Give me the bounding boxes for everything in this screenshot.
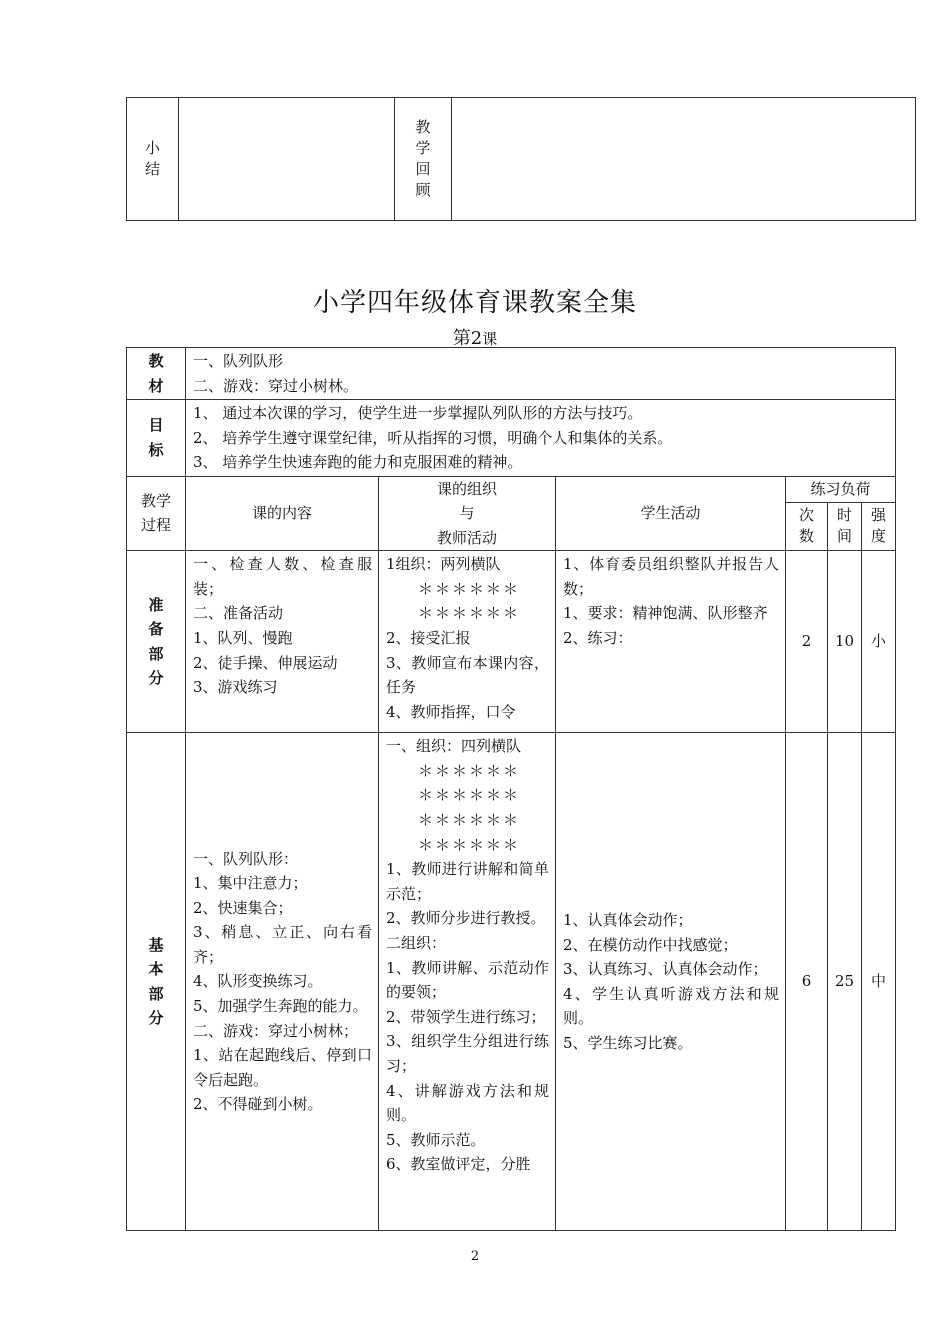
- basic-org-line: 5、教师示范。: [386, 1130, 486, 1149]
- prep-content: [186, 551, 379, 733]
- prep-intensity: 小: [862, 551, 896, 733]
- goal-label-cell: [127, 400, 186, 477]
- basic-formation-row: ＊＊＊＊＊＊: [418, 835, 521, 854]
- basic-org-line: 2、带领学生进行练习；: [386, 1007, 546, 1026]
- basic-student-line: 1、认真体会动作；: [563, 911, 693, 929]
- header-row: [127, 476, 896, 502]
- material-line: 二、游戏：穿过小树林。: [193, 376, 359, 395]
- basic-org-line: 二组织：: [386, 934, 447, 953]
- review-label-cell: [395, 98, 452, 221]
- prep-content-line: 3、游戏练习: [193, 678, 278, 697]
- prep-times: 2: [786, 551, 828, 733]
- goal-line: 3、 培养学生快速奔跑的能力和克服困难的精神。: [193, 453, 523, 471]
- basic-student: [556, 733, 786, 1231]
- basic-student-line: 4、学生认真听游戏方法和规则。: [563, 984, 779, 1028]
- lesson-table: [126, 347, 896, 1231]
- prep-content-line: 2、徒手操、伸展运动: [193, 653, 338, 672]
- prep-org-line: 3、教师宣布本课内容，任务: [386, 653, 549, 697]
- basic-student-line: 3、认真练习、认真体会动作；: [563, 960, 768, 979]
- basic-times: 6: [786, 733, 828, 1231]
- basic-content-line: 4、队形变换练习。: [193, 972, 323, 991]
- basic-content-line: 3、稍息、立正、向右看齐；: [193, 923, 372, 966]
- prep-label-cell: [127, 551, 186, 733]
- basic-row: [127, 733, 896, 1231]
- basic-content-line: 5、加强学生奔跑的能力。: [193, 997, 368, 1016]
- basic-org-line: 4、讲解游戏方法和规则。: [386, 1081, 549, 1125]
- summary-content-cell: [179, 98, 395, 221]
- basic-org-line: 2、教师分步进行教授。: [386, 909, 546, 928]
- prep-student-line: 1、要求：精神饱满、队形整齐: [563, 604, 768, 623]
- material-line: 一、队列队形: [193, 352, 284, 370]
- basic-label-cell: [127, 733, 186, 1231]
- goal-line: 2、 培养学生遵守课堂纪律，听从指挥的习惯，明确个人和集体的关系。: [193, 428, 673, 447]
- lesson-number-unit: 课: [482, 330, 498, 348]
- header-duration: 时间: [828, 502, 862, 551]
- review-content-cell: [452, 98, 916, 221]
- prep-org-line: 4、教师指挥，口令: [386, 702, 516, 721]
- prep-content-line: 1、队列、慢跑: [193, 629, 293, 648]
- material-content: [186, 348, 896, 400]
- header-content: 课的内容: [186, 476, 379, 551]
- summary-label-cell: [127, 98, 179, 221]
- header-student: 学生活动: [556, 476, 786, 551]
- prep-org-line: 1组织：两列横队: [386, 555, 501, 574]
- basic-content-line: 1、站在起跑线后、停到口令后起跑。: [193, 1046, 372, 1089]
- basic-intensity: 中: [862, 733, 896, 1231]
- summary-table: [126, 97, 916, 221]
- review-label: 教学回顾: [415, 118, 431, 199]
- prep-student-line: 2、练习：: [563, 629, 633, 648]
- header-organization: 课的组织 与 教师活动: [379, 476, 556, 551]
- material-label-cell: [127, 348, 186, 400]
- basic-label: 基本部分: [148, 935, 164, 1028]
- page-number: 2: [470, 1249, 480, 1264]
- prep-row: [127, 551, 896, 733]
- prep-org-line: 2、接受汇报: [386, 629, 471, 648]
- prep-duration: 10: [828, 551, 862, 733]
- basic-content-line: 二、游戏：穿过小树林；: [193, 1021, 359, 1040]
- basic-formation-row: ＊＊＊＊＊＊: [418, 761, 521, 780]
- lesson-number-value: 第2: [452, 328, 483, 349]
- basic-duration: 25: [828, 733, 862, 1231]
- basic-content-line: 一、队列队形：: [193, 849, 299, 868]
- basic-content-line: 2、不得碰到小树。: [193, 1095, 323, 1114]
- basic-formation-row: ＊＊＊＊＊＊: [418, 811, 521, 830]
- header-intensity: 强度: [862, 502, 896, 551]
- basic-content-line: 1、集中注意力；: [193, 874, 308, 893]
- basic-org-line: 3、组织学生分组进行练习；: [386, 1032, 549, 1075]
- prep-organization: [379, 551, 556, 733]
- prep-formation-row: ＊＊＊＊＊＊: [418, 604, 521, 623]
- basic-organization: [379, 733, 556, 1231]
- prep-content-line: 二、准备活动: [193, 604, 284, 623]
- goal-label: 目标: [148, 416, 164, 459]
- prep-label: 准备部分: [148, 595, 164, 688]
- basic-content: [186, 733, 379, 1231]
- prep-student-line: 1、体育委员组织整队并报告人数；: [563, 555, 779, 598]
- basic-student-line: 2、在模仿动作中找感觉；: [563, 935, 738, 954]
- summary-label: 小结: [145, 139, 161, 178]
- goal-content: [186, 400, 896, 477]
- material-label: 教材: [148, 351, 164, 395]
- prep-student: [556, 551, 786, 733]
- header-times: 次数: [786, 502, 828, 551]
- goal-row: [127, 400, 896, 477]
- header-load: 练习负荷: [786, 476, 896, 502]
- basic-formation-row: ＊＊＊＊＊＊: [418, 786, 521, 805]
- document-title: 小学四年级体育课教案全集: [312, 288, 637, 318]
- basic-content-line: 2、快速集合；: [193, 898, 293, 917]
- basic-org-line: 一、组织：四列横队: [386, 737, 522, 756]
- header-process: 教学过程: [127, 476, 186, 551]
- basic-org-line: 1、教师进行讲解和简单示范；: [386, 860, 549, 903]
- material-row: [127, 348, 896, 400]
- basic-student-line: 5、学生练习比赛。: [563, 1033, 693, 1052]
- basic-org-line: 6、教室做评定，分胜: [386, 1155, 531, 1174]
- prep-content-line: 一、检查人数、检查服装；: [193, 555, 372, 598]
- basic-org-line: 1、教师讲解、示范动作的要领；: [386, 958, 549, 1002]
- prep-formation-row: ＊＊＊＊＊＊: [418, 579, 521, 598]
- goal-line: 1、 通过本次课的学习，使学生进一步掌握队列队形的方法与技巧。: [193, 404, 643, 422]
